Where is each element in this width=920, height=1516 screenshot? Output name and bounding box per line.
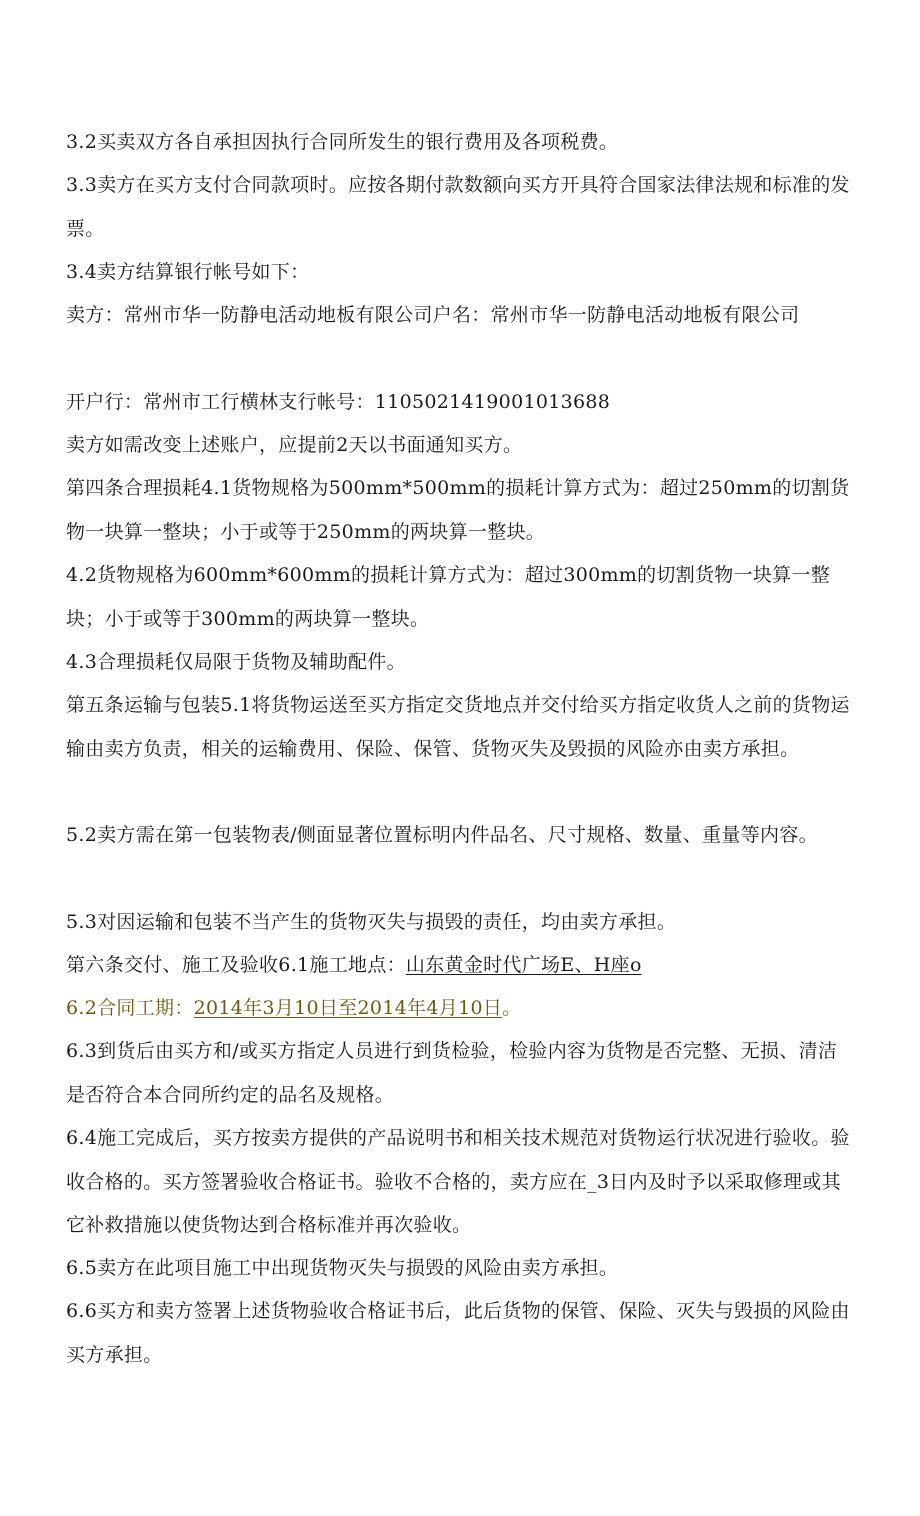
clause-4-3: 4.3合理损耗仅局限于货物及辅助配件。 <box>66 651 406 673</box>
clause-4-2: 4.2货物规格为600mm*600mm的损耗计算方式为：超过300mm的切割货物一块算一整块；小于或等于300mm的两块算一整块。 <box>66 564 831 630</box>
clause-4-1: 第四条合理损耗4.1货物规格为500mm*500mm的损耗计算方式为：超过250mm的切割货物一块算一整块；小于或等于250mm的两块算一整块。 <box>66 477 850 543</box>
clause-6-2-prefix: 6.2合同工期： <box>66 997 194 1019</box>
clause-5-3: 5.3对因运输和包装不当产生的货物灭失与损毁的责任，均由卖方承担。 <box>66 911 677 933</box>
clause-3-4: 3.4卖方结算银行帐号如下： <box>66 261 310 283</box>
bank-account-line: 开户行：常州市工行横林支行帐号：1105021419001013688 <box>66 391 611 413</box>
clause-6-1 <box>66 944 856 988</box>
clause-6-5: 6.5卖方在此项目施工中出现货物灭失与损毁的风险由卖方承担。 <box>66 1257 619 1279</box>
clause-6-3: 6.3到货后由买方和/或买方指定人员进行到货检验，检验内容为货物是否完整、无损、清洁是否符合本合同所约定的品名及规格。 <box>66 1040 838 1106</box>
clause-3-2: 3.2买卖双方各自承担因执行合同所发生的银行费用及各项税费。 <box>66 131 619 153</box>
seller-account-name: 卖方：常州市华一防静电活动地板有限公司户名：常州市华一防静电活动地板有限公司 <box>66 304 800 326</box>
clause-6-6: 6.6买方和卖方签署上述货物验收合格证书后，此后货物的保管、保险、灭失与毁损的风险由买方承担。 <box>66 1300 850 1366</box>
clause-6-2 <box>66 987 856 1031</box>
clause-5-1: 第五条运输与包装5.1将货物运送至买方指定交货地点并交付给买方指定收货人之前的货物运输由卖方负责，相关的运输费用、保险、保管、货物灭失及毁损的风险亦由卖方承担。 <box>66 694 850 760</box>
clause-6-1-prefix: 第六条交付、施工及验收6.1施工地点： <box>66 954 406 976</box>
account-change-notice: 卖方如需改变上述账户，应提前2天以书面通知买方。 <box>66 434 523 456</box>
clause-5-2: 5.2卖方需在第一包装物表/侧面显著位置标明内件品名、尺寸规格、数量、重量等内容。 <box>66 824 818 846</box>
clause-6-2-suffix: 。 <box>502 997 522 1019</box>
construction-site: 山东黄金时代广场E、H座o <box>405 954 642 976</box>
clause-6-4: 6.4施工完成后，买方按卖方提供的产品说明书和相关技术规范对货物运行状况进行验收。验收合格的。买方签署验收合格证书。验收不合格的，卖方应在_3日内及时予以采取修理或其它补救措施以使货物达到合格标准并再次验收。 <box>66 1127 850 1236</box>
clause-3-3: 3.3卖方在买方支付合同款项时。应按各期付款数额向买方开具符合国家法律法规和标准的发票。 <box>66 174 850 240</box>
contract-period: 2014年3月10日至2014年4月10日 <box>193 997 503 1019</box>
